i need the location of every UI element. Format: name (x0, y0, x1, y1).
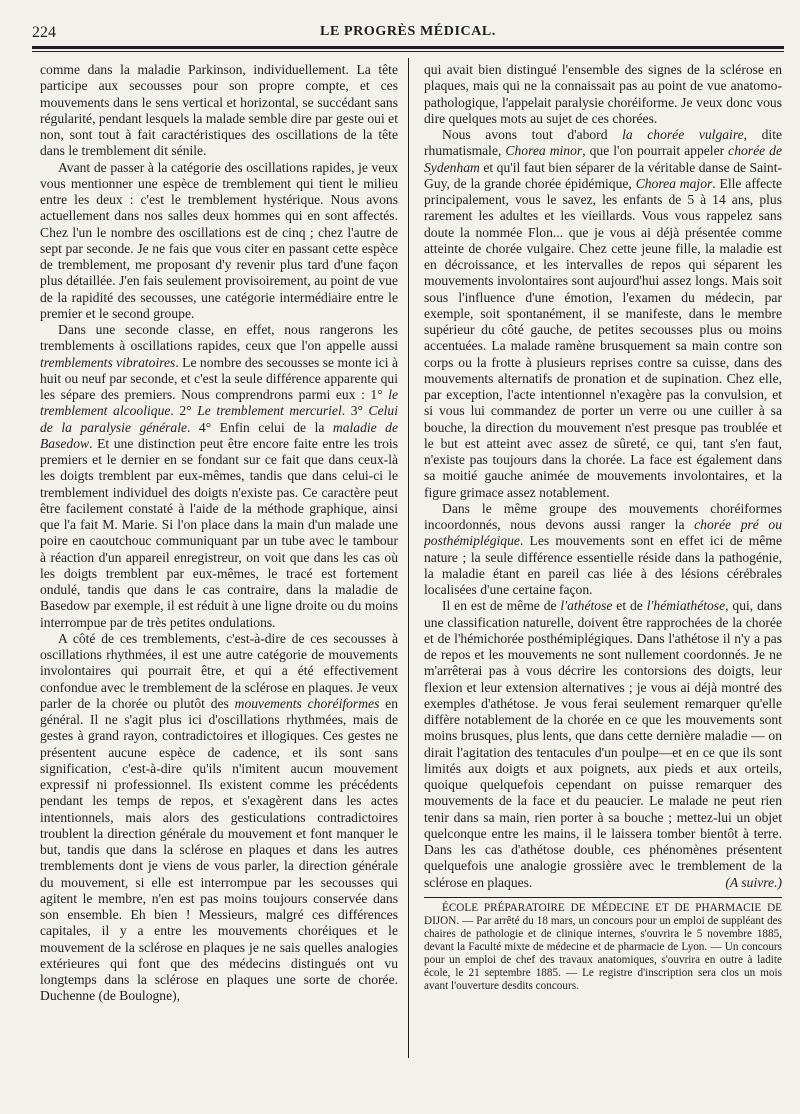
text-run: et qu'il faut bien séparer de la véritable danse de Saint-Guy, de la grande chorée épidémique, (424, 159, 782, 191)
italic-term: Celui de la paralysie générale (40, 403, 398, 435)
paragraph (40, 631, 398, 1005)
page-header (32, 24, 784, 42)
text-run: . Le nombre des secousses se monte ici à huit ou neuf par seconde, et c'est la seule différence apparente qui les sépare des premiers. Nous comprendrons parmi eux : 1° (40, 354, 398, 402)
left-column (40, 62, 398, 1062)
italic-term: chorée de Sydenham (424, 143, 782, 175)
column-divider (408, 58, 409, 1058)
text-run: Dans le même groupe des mouvements choréiformes incoordonnés, nous devons aussi ranger la (424, 500, 782, 532)
text-run: . Et une distinction peut être encore faite entre les trois premiers et le dernier en se fondant sur ce fait que dans ceux-là les doigts tremblent par eux-mêmes, tandis que dans celui-ci le tremblement individuel des doigts n'existe pas. Ce caractère peut être facilement constaté à l'aide de la méthode graphique, ainsi que l'a fait M. Marie. Si l'on place dans la main d'un malade une poire en caoutchouc communiquant par un tube avec le tambour à réaction d'un appareil enregistreur, on voit que dans les cas où les doigts tremblent par eux-mêmes, le tracé est fortement ondulé, tandis que dans le cas contraire, dans la maladie de Basedow par exemple, il est réduit à une ligne droite ou du moins interrompue par de très petites ondulations. (40, 435, 398, 630)
text-run: Nous avons tout d'abord (442, 127, 623, 142)
italic-term: Chorea major (635, 175, 713, 191)
italic-term: le tremblement alcoolique (40, 387, 398, 419)
text-run: . 2° (170, 403, 198, 419)
notice-rule (424, 897, 782, 898)
italic-term: Chorea minor (505, 143, 583, 159)
text-run: A côté de ces tremblements, c'est-à-dire de ces secousses à oscillations rhythmées, il est une autre catégorie de mouvements involontaires qui pourrait être, et qui a été effectivement confondue avec le tremblement de la sclérose en plaques. Je veux parler de la chorée ou plutôt des (40, 630, 398, 711)
page-number: 224 (32, 24, 56, 41)
text-run: , qui, dans une classification naturelle, doivent être rapprochées de la chorée et de l'hémichorée posthémiplégiques. Dans l'athétose il n'y a pas de repos et les mouvements ne sont nullement coordonnés. Je ne m'arrêterai pas à vous décrire les contorsions des doigts, leur flexion et leur extension alternatives ; je vous ai déjà montré des exemples d'athétose. Je vous ferai seulement remarquer qu'elle diffère notablement de la chorée en ce que les mouvements sont moins brusques, plus lents, que dans cette dernière maladie — on dirait l'agitation des tentacules d'un poulpe—et en ce que ils sont limités aux doigts et aux poignets, aux pieds et aux orteils, quoique quelquefois cependant on puisse remarquer des mouvements de la face et du peaucier. Le malade ne peut rien tenir dans sa main, rien porter à sa bouche ; mettez-lui un objet quelconque entre les mains, il le laissera tomber bientôt à terre. Dans les cas d'athétose double, ces phénomènes présentent quelquefois une analogie grossière avec le tremblement de la sclérose en plaques. (424, 598, 782, 890)
italic-term: Le tremblement mercuriel (197, 403, 342, 419)
italic-term: chorée pré ou posthémiplégique (424, 517, 782, 549)
text-run: . Les mouvements sont en effet ici de même nature ; la seule différence essentielle réside dans la pathogénie, la maladie étant en pareil cas liée à des lésions cérébrales localisées d'une certaine façon. (424, 533, 782, 597)
header-rule-thick (32, 46, 784, 49)
text-run: . 3° (341, 403, 369, 419)
italic-term: mouvements choréiformes (234, 695, 380, 711)
paragraph: comme dans la maladie Parkinson, individuellement. La tête participe aux secousses pour son propre compte, et ces mouvements dans le sens vertical et horizontal, se succédant sans régularité, pendant lesquels la malade semble dire par geste oui et non, sont tout à fait caractéristiques des oscillations de la tête dans le tremblement dit sénile. (40, 62, 398, 159)
text-run: . 4° Enfin celui de la (187, 419, 333, 435)
paragraph (424, 598, 782, 891)
text-run: Il en est de même de (442, 598, 561, 614)
text-run: , que l'on pourrait appeler (582, 143, 729, 159)
italic-term: maladie de Basedow (40, 419, 398, 451)
paragraph (40, 322, 398, 631)
school-notice: ÉCOLE PRÉPARATOIRE DE MÉDECINE ET DE PHARMACIE DE DIJON. — Par arrêté du 18 mars, un concours pour un emploi de suppléant des chaires de pathologie et de clinique internes, s'ouvrira le 5 novembre 1885, devant la Faculté mixte de médecine et de pharmacie de Lyon. — Un concours pour un emploi de chef des travaux anatomiques, s'ouvrira en outre à ladite école, le 21 septembre 1885. — Le registre d'inscription sera clos un mois avant l'ouverture desdits concours. (424, 901, 782, 992)
italic-term: l'hémiathétose (646, 598, 726, 614)
right-column (424, 62, 782, 1062)
text-run: , dite rhumatismale, (424, 127, 782, 159)
paragraph (424, 127, 782, 501)
text-run: . Elle affecte principalement, vous le savez, les enfants de 5 à 14 ans, plus rarement les adultes et les vieillards. Vous vous rappelez sans doute la nommée Flon... que je vous ai déjà présentée comme atteinte de chorée vulgaire. Chez cette jeune fille, la maladie est en décroissance, et les intervalles de repos qui séparent les mouvements involontaires sont aujourd'hui assez longs. Mais soit sous l'influence d'une émotion, l'examen du médecin, par exemple, soit spontanément, il se manifeste, dans le membre supérieur du côté gauche, de petites secousses plus ou moins accentuées. La malade ramène brusquement sa main contre son corps ou la frotte à plusieurs reprises contre sa cuisse, dans des mouvements alternatifs de pronation et de supination. Chez elle, par exception, l'acte intentionnel n'exagère pas la convulsion, et si vous lui commandez de porter un verre ou une cuiller à sa bouche, la direction du mouvement n'est presque pas troublée et le but est atteint avec assez de sûreté, ce qui, tant s'en faut, n'existe pas toujours dans la chorée. La face est également dans sa moitié gauche animée de mouvements involontaires, et la figure grimace assez notablement. (424, 175, 782, 500)
italic-term: l'athétose (560, 598, 613, 614)
header-rule-thin (32, 51, 784, 52)
text-run: et de (612, 598, 647, 614)
italic-term: la chorée vulgaire (622, 127, 744, 142)
to-be-continued: (A suivre.) (725, 874, 782, 890)
text-run: en général. Il ne s'agit plus ici d'oscillations rhythmées, mais de gestes à grand rayon, contradictoires et illogiques. Ces gestes ne présentent aucune espèce de cadence, et ils sont sans signification, c'est-à-dire qu'ils n'imitent aucun mouvement expressif ni professionnel. Ils existent comme les précédents pendant les temps de repos, et s'exagèrent dans les actes intentionnels, mais alors des gesticulations contradictoires troublent la direction générale du mouvement et font manquer le but, tandis que dans la sclérose en plaques et dans les autres tremblements dont je viens de vous parler, la direction générale du mouvement, si elle est interrompue par les secousses qui agitent le membre, n'en est pas moins toujours conservée dans son ensemble. Eh bien ! Messieurs, malgré ces différences capitales, il y a entre les mouvements choréiques et le mouvement de la sclérose en plaques je ne sais quelles analogies extérieures qui font que des médecins distingués ont vu longtemps dans la sclérose en plaques une sorte de chorée. Duchenne (de Boulogne), (40, 695, 398, 1004)
italic-term: tremblements vibratoires (40, 354, 176, 370)
journal-title: LE PROGRÈS MÉDICAL. (320, 24, 496, 39)
paragraph: qui avait bien distingué l'ensemble des signes de la sclérose en plaques, mais qui ne la connaissait pas au point de vue anatomo-pathologique, l'appelait paralysie choréiforme. Je veux donc vous dire quelques mots au sujet de ces chorées. (424, 62, 782, 126)
paragraph (424, 501, 782, 599)
paragraph: Avant de passer à la catégorie des oscillations rapides, je veux vous mentionner une espèce de tremblement qui tient le milieu entre les deux : c'est le tremblement hystérique. Nous avons actuellement dans nos salles deux hommes qui en sont affectés. Chez l'un le nombre des oscillations est de cinq ; chez l'autre de sept par seconde. Je ne fais que vous citer en passant cette espèce de tremblement, me proposant d'y revenir plus tard d'une façon plus détaillée. J'en fais seulement provisoirement, au point de vue de la rapidité des secousses, une catégorie intermédiaire entre le premier et le second groupe. (40, 159, 398, 321)
text-run: Dans une seconde classe, en effet, nous rangerons les tremblements à oscillations rapides, ceux que l'on appelle aussi (40, 322, 398, 354)
